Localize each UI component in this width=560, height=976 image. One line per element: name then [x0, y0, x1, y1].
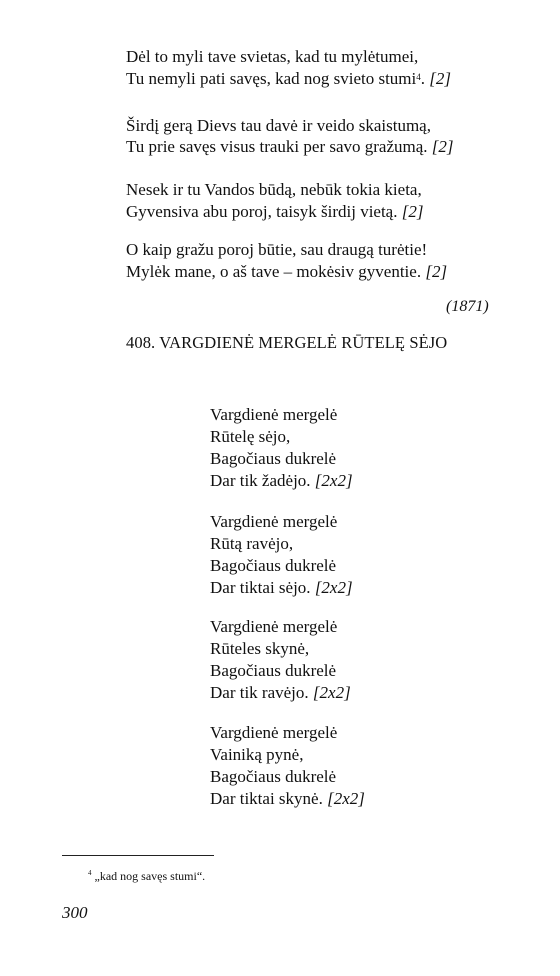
repeat-mark: [2x2] — [314, 471, 353, 490]
page-number: 300 — [62, 903, 88, 922]
footnote-mark: 4 — [88, 869, 92, 877]
verse-line: Bagočiaus dukrelė — [210, 449, 337, 468]
verse-line: Rūteles skynė, — [210, 639, 310, 658]
repeat-mark: [2] — [431, 137, 454, 156]
verse-line: Dar tik ravėjo. [2x2] — [210, 683, 351, 702]
verse-line: Dar tiktai skynė. [2x2] — [210, 789, 365, 808]
verse-line: Vainiką pynė, — [210, 745, 304, 764]
verse-line: Mylėk mane, o aš tave – mokėsiv gyventie. [2] — [126, 262, 448, 281]
verse-line: Nesek ir tu Vandos būdą, nebūk tokia kieta, — [126, 180, 422, 199]
verse-line: Tu nemyli pati savęs, kad nog svieto stumi$^4$. [2] — [126, 69, 451, 88]
verse-line: Gyvensiva abu poroj, taisyk širdij vietą. [2] — [126, 202, 424, 221]
footnote-divider — [62, 855, 214, 856]
verse-line: Bagočiaus dukrelė — [210, 767, 337, 786]
repeat-mark: [2] — [429, 69, 451, 88]
repeat-mark: [2x2] — [312, 683, 351, 702]
verse-line: Rūtelę sėjo, — [210, 427, 291, 446]
verse-line: Vargdienė mergelė — [210, 617, 338, 636]
verse-line: Vargdienė mergelė — [210, 405, 338, 424]
verse-line: O kaip gražu poroj būtie, sau draugą turėtie! — [126, 240, 428, 259]
footnote-marker: 4 — [416, 72, 421, 82]
song-heading: 408. VARGDIENĖ MERGELĖ RŪTELĘ SĖJO — [126, 333, 448, 352]
verse-line: Bagočiaus dukrelė — [210, 556, 337, 575]
verse-line: Rūtą ravėjo, — [210, 534, 294, 553]
verse-line: Bagočiaus dukrelė — [210, 661, 337, 680]
verse-line: Širdį gerą Dievs tau davė ir veido skaistumą, — [126, 116, 431, 135]
repeat-mark: [2x2] — [327, 789, 365, 808]
verse-line: Tu prie savęs visus trauki per savo gražumą. [2] — [126, 137, 454, 156]
verse-line: Dar tik žadėjo. [2x2] — [210, 471, 353, 490]
repeat-mark: [2x2] — [314, 578, 353, 597]
verse-line: Vargdienė mergelė — [210, 723, 338, 742]
repeat-mark: [2] — [401, 202, 424, 221]
verse-line: Dėl to myli tave svietas, kad tu mylėtumei, — [126, 47, 419, 66]
verse-line: Vargdienė mergelė — [210, 512, 338, 531]
poem-year: (1871) — [446, 298, 489, 315]
footnote-text: „kad nog savęs stumi“. — [94, 869, 206, 883]
footnote — [88, 869, 205, 884]
verse-line: Dar tiktai sėjo. [2x2] — [210, 578, 353, 597]
repeat-mark: [2] — [425, 262, 448, 281]
